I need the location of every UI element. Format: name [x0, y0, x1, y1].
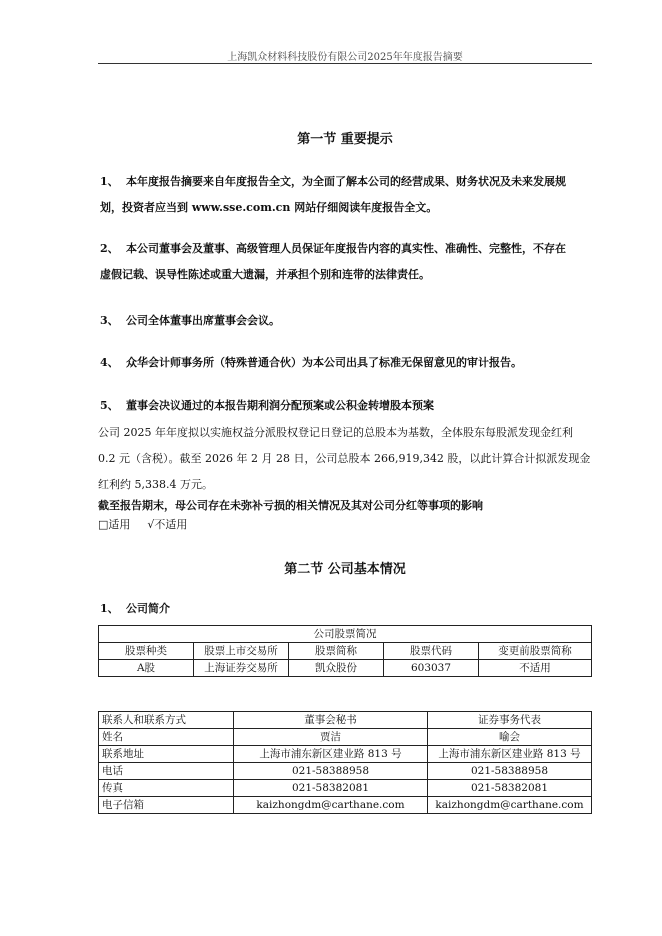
section1-title: 第一节 重要提示: [297, 132, 393, 147]
item-number: 5、: [100, 399, 119, 412]
header-divider: [98, 63, 592, 64]
table-header: 股票种类: [99, 643, 194, 660]
table-header: 董事会秘书: [234, 712, 428, 729]
table-cell: 603037: [384, 660, 479, 677]
company-profile-label: 公司简介: [126, 602, 170, 615]
table-cell: 联系地址: [99, 746, 234, 763]
email-link[interactable]: kaizhongdm@carthane.com: [428, 797, 592, 814]
table-header: 股票上市交易所: [194, 643, 289, 660]
table-cell: 不适用: [479, 660, 592, 677]
table-row: [99, 797, 592, 814]
dividend-line: 0.2 元（含税）。截至 2026 年 2 月 28 日，公司总股本 266,919,342 股，以此计算合计拟派发现金: [98, 452, 591, 465]
item-text-line2: 虚假记载、误导性陈述或重大遗漏，并承担个别和连带的法律责任。: [100, 268, 430, 281]
dividend-paragraph: [98, 420, 592, 498]
table-cell: 021-58388958: [234, 763, 428, 780]
item-number: 2、: [100, 242, 119, 255]
table-cell: 电话: [99, 763, 234, 780]
table-cell: 传真: [99, 780, 234, 797]
notice-item-3: [100, 308, 594, 334]
table-header: 证券事务代表: [428, 712, 592, 729]
company-profile-heading: [100, 599, 594, 619]
item-number: 4、: [100, 356, 119, 369]
stock-table: [98, 625, 592, 677]
item-text-line1: 董事会决议通过的本报告期利润分配预案或公积金转增股本预案: [126, 399, 434, 412]
table-header-row: [99, 643, 592, 660]
section2-title: 第二节 公司基本情况: [284, 562, 406, 577]
item-number: 1、: [100, 602, 119, 615]
table-row: [99, 763, 592, 780]
table-cell: 021-58382081: [428, 780, 592, 797]
loss-options: [98, 515, 592, 535]
page-header: 上海凯众材料科技股份有限公司2025年年度报告摘要: [227, 52, 463, 63]
table-row: [99, 660, 592, 677]
email-link[interactable]: kaizhongdm@carthane.com: [234, 797, 428, 814]
item-text-line1: 本公司董事会及董事、高级管理人员保证年度报告内容的真实性、准确性、完整性，不存在: [126, 242, 566, 255]
option-not-applicable: √不适用: [147, 518, 188, 531]
dividend-line: 红利约 5,338.4 万元。: [98, 478, 213, 491]
option-applicable: □适用: [98, 518, 131, 531]
table-row: [99, 746, 592, 763]
table-cell: 上海市浦东新区建业路 813 号: [428, 746, 592, 763]
item-text-line1: 公司全体董事出席董事会会议。: [126, 314, 280, 327]
item-number: 3、: [100, 314, 119, 327]
stock-table-caption: 公司股票简况: [99, 626, 592, 643]
table-header-row: [99, 712, 592, 729]
notice-item-2: [100, 236, 594, 288]
table-cell: 喻会: [428, 729, 592, 746]
table-header: 股票代码: [384, 643, 479, 660]
contact-table: [98, 711, 592, 814]
notice-item-5: [100, 393, 594, 419]
table-cell: 021-58382081: [234, 780, 428, 797]
item-text-line2: 划，投资者应当到 www.sse.com.cn 网站仔细阅读年度报告全文。: [100, 201, 438, 214]
table-cell: 上海市浦东新区建业路 813 号: [234, 746, 428, 763]
table-cell: 电子信箱: [99, 797, 234, 814]
table-header: 变更前股票简称: [479, 643, 592, 660]
dividend-line: 公司 2025 年年度拟以实施权益分派股权登记日登记的总股本为基数，全体股东每股派发现金红利: [98, 426, 573, 439]
item-number: 1、: [100, 175, 119, 188]
table-header: 联系人和联系方式: [99, 712, 234, 729]
notice-item-1: [100, 169, 594, 221]
table-cell: 上海证券交易所: [194, 660, 289, 677]
table-cell: 凯众股份: [289, 660, 384, 677]
table-cell: 贾洁: [234, 729, 428, 746]
table-cell: 姓名: [99, 729, 234, 746]
table-header: 股票简称: [289, 643, 384, 660]
item-text-line1: 众华会计师事务所（特殊普通合伙）为本公司出具了标准无保留意见的审计报告。: [126, 356, 522, 369]
loss-heading: 截至报告期末，母公司存在未弥补亏损的相关情况及其对公司分红等事项的影响: [98, 499, 483, 512]
notice-item-4: [100, 350, 594, 376]
table-cell: A股: [99, 660, 194, 677]
table-cell: 021-58388958: [428, 763, 592, 780]
item-text-line1: 本年度报告摘要来自年度报告全文，为全面了解本公司的经营成果、财务状况及未来发展规: [126, 175, 566, 188]
table-row: [99, 780, 592, 797]
table-row: [99, 729, 592, 746]
